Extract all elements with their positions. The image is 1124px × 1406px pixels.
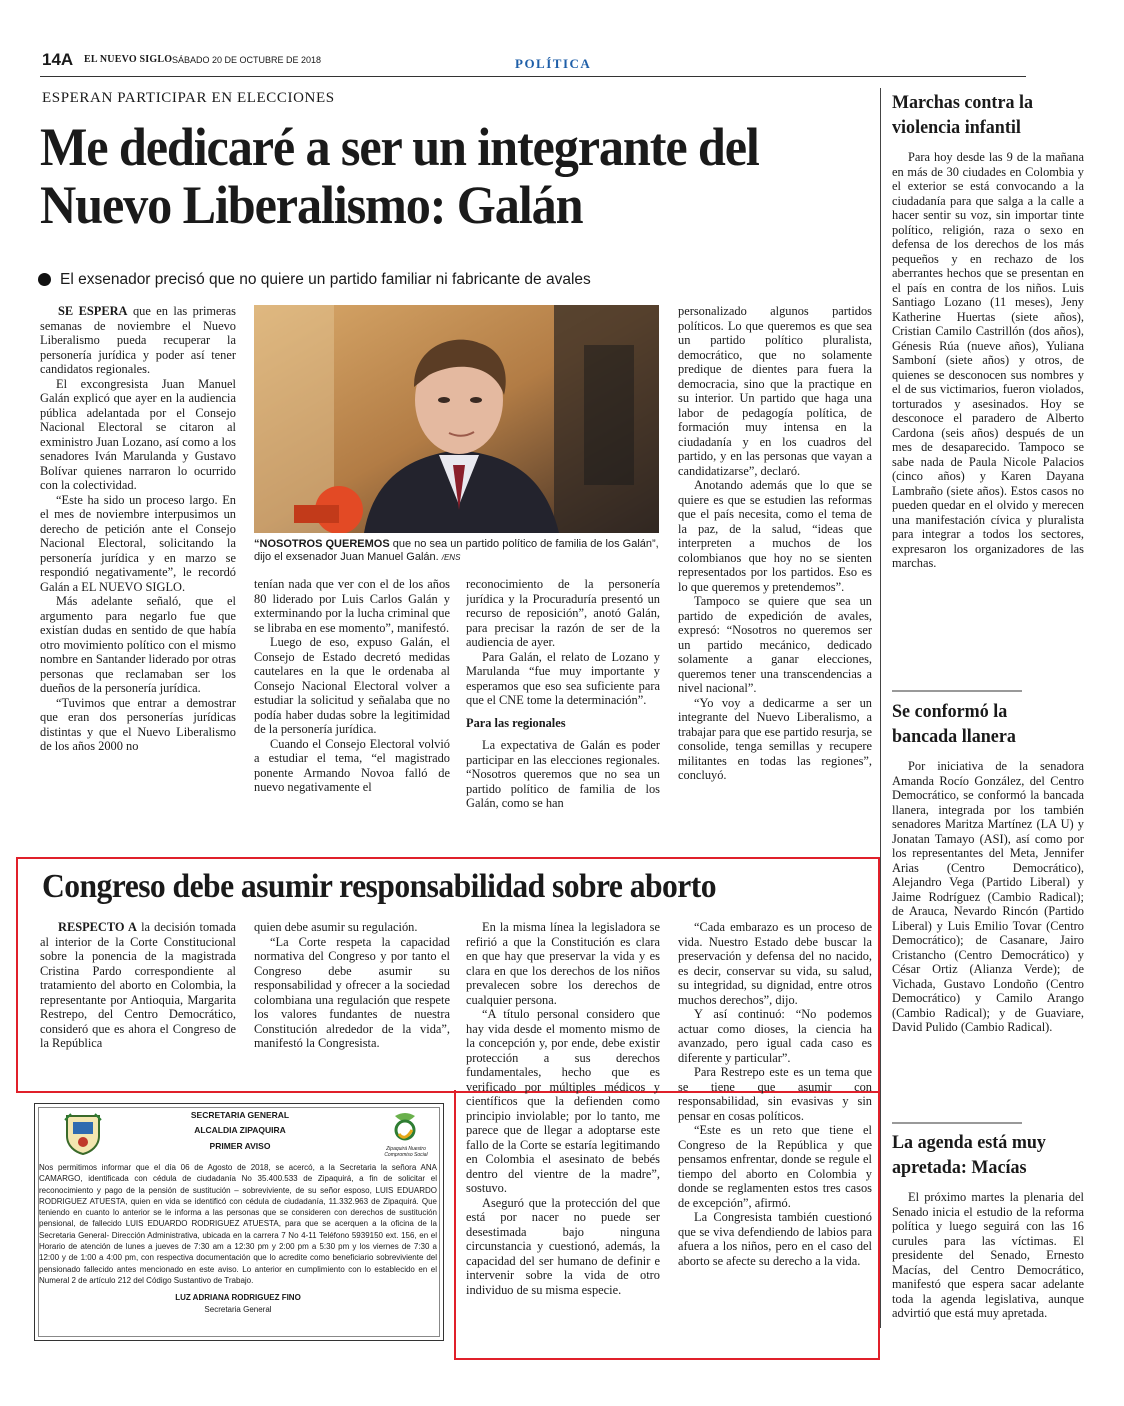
subheading: Para las regionales — [466, 715, 566, 730]
second-article-column-3 — [466, 920, 660, 1352]
sidebar-headline-2: Se conformó la bancada llanera — [892, 701, 1016, 747]
paragraph: tenían nada que ver con el de los años 80 liderado por Luis Carlos Galán y exterminando por la lucha criminal que se libraba en ese momento”, manifestó. — [254, 577, 450, 635]
sidebar-separator — [892, 1122, 1022, 1124]
newspaper-name: EL NUEVO SIGLO — [84, 54, 173, 65]
article-headline: Me dedicaré a ser un integrante del Nuevo Liberalismo: Galán — [40, 117, 759, 235]
sidebar-headline-3: La agenda está muy apretada: Macías — [892, 1132, 1046, 1178]
second-article-headline: Congreso debe asumir responsabilidad sobre aborto — [42, 868, 716, 905]
page-number: 14A — [42, 50, 74, 69]
article-lead-words: SE ESPERA — [58, 304, 128, 318]
article-column-2 — [254, 577, 450, 847]
paragraph: La expectativa de Galán es poder participar en las elecciones regionales. “Nosotros queremos que no sea un partido político de familia de los Galán, como se han — [466, 738, 660, 810]
paragraph: Más adelante señaló, que el argumento para negarlo fue que existían dudas en sentido de que había otro movimiento político con el mismo nombre en Santander liderado por otras personas que reclamaban ser los dueños de la personería jurídica. — [40, 594, 236, 695]
paragraph: “Tuvimos que entrar a demostrar que eran dos personerías jurídicas distintas y que el Nuevo Liberalismo de los años 2000 no — [40, 695, 236, 753]
notice-body: Nos permitimos informar que el día 06 de Agosto de 2018, se acercó, a la Secretaria la señora ANA CAMARGO, identificada con cédula de ciudadanía No 35.400.533 de Zipaquirá, a fin de solicitar el reconocimiento y pago de la pensión de sustitución – sobreviviente, de su señor esposo, LUIS EDUARDO RODRIGUEZ ATUESTA, quien en vida se identificó con cédula de ciudadanía, 11.332.963 de Zipaquirá. Que teniendo en cuanto lo anterior se le informa a las personas que se consideren con derechos de sustitución pensional, de fallecido LUIS EDUARDO RODRIGUEZ ATUESTA, para que se acerquen a la oficina de la Secretaria General- Dirección Administrativa, ubicada en la carrera 7 No 4-11 Teléfono 5939150 ext. 156, en el Horario de atención de lunes a jueves de 7:30 am a 12:30 pm y 2:00 pm a 5:30 pm y los viernes de 7:30 a 12:00 y de 1:00 a 4:00 pm, con respectiva documentación que lo acredite como beneficiario sobreviviente del pensionado fallecido antes mencionado en este aviso. Lo anterior en cumplimiento con lo establecido en el Numeral 2 de artículo 212 del Código Sustantivo de Trabajo. — [39, 1163, 437, 1285]
sidebar-headline-1: Marchas contra la violencia infantil — [892, 92, 1034, 138]
paragraph: Anotando además que lo que se quiere es que se estudien las reformas que el país necesita, como el tema de la paz, de la salud, “ideas que interpreten a muchos de los colombianos que hoy no se sienten representados por los partidos. Eso es lo que queremos y pretendemos”. — [678, 478, 872, 594]
paragraph: “Cada embarazo es un proceso de vida. Nuestro Estado debe buscar la preservación y defensa del no nacido, es decir, conservar su vida, su salud, su integridad, su dignidad, entre otros muchos derechos”, dijo. — [678, 920, 872, 1007]
sidebar-body-1 — [892, 150, 1084, 684]
second-article-column-4 — [678, 920, 872, 1352]
logo-tagline-2: Compromiso Social — [384, 1152, 428, 1158]
article-column-1 — [40, 304, 236, 844]
bullet-icon — [38, 273, 51, 286]
paragraph: Cuando el Consejo Electoral volvió a estudiar el tema, “el magistrado ponente Armando Novoa falló de nuevo negativamente el — [254, 736, 450, 794]
notice-title-3: PRIMER AVISO — [209, 1140, 271, 1151]
paragraph: El excongresista Juan Manuel Galán explicó que ayer en la audiencia pública adelantada por el Consejo Nacional Electoral se citaron al exministro Juan Lozano, así como a los senadores Iván Marulanda y Gustavo Bolívar quienes narraron lo ocurrido con la colectividad. — [40, 376, 236, 492]
paragraph: Tampoco se quiere que sea un partido de expedición de avales, expresó: “Nosotros no queremos ser un partido mecánico, dedicado solamente a ganar elecciones, queremos tener una transcendencias a nivel nacional”. — [678, 594, 872, 695]
second-article-column-2 — [254, 920, 450, 1085]
legal-notice — [34, 1103, 444, 1341]
paragraph: reconocimiento de la personería jurídica y la Procuraduría presentó un recurso de reposición”, anotó Galán, para precisar la razón de ser de la audiencia de ayer. — [466, 577, 660, 649]
paragraph: La Congresista también cuestionó que se viva defendiendo de labios para afuera a los niños, pero en el caso del aborto se afecte su derecho a la vida. — [678, 1210, 872, 1268]
photo-credit: /ENS — [441, 553, 461, 562]
paragraph: Y así continuó: “No podemos actuar como dioses, la ciencia ha avanzado, pero igual cada caso es diferente y particular”. — [678, 1007, 872, 1065]
notice-signer: LUZ ADRIANA RODRIGUEZ FINO — [175, 1293, 301, 1303]
paragraph: El próximo martes la plenaria del Senado inicia el estudio de la reforma política y luego seguirá con las 16 curules para las víctimas. El presidente del Senado, Ernesto Macías, del Centro Democrático, manifestó que espera sacar adelante toda la agenda legislativa, aunque advirtió que está muy apretada. — [892, 1190, 1084, 1320]
paragraph: Para Galán, el relato de Lozano y Marulanda “fue muy importante y esperamos que eso sea suficiente para que el CNE tome la determinación”. — [466, 649, 660, 707]
portrait-illustration — [254, 305, 659, 533]
sidebar-divider — [880, 88, 881, 1328]
notice-signer-title: Secretaria General — [204, 1304, 272, 1314]
notice-title-1: SECRETARIA GENERAL — [190, 1110, 290, 1120]
section-name: POLÍTICA — [515, 56, 592, 71]
sidebar-body-2 — [892, 759, 1084, 1117]
sidebar-separator — [892, 690, 1022, 692]
paragraph: quien debe asumir su regulación. — [254, 920, 418, 934]
article-kicker: ESPERAN PARTICIPAR EN ELECCIONES — [42, 90, 335, 106]
article-photo — [254, 305, 659, 533]
paragraph: “La Corte respeta la capacidad normativa del Congreso y por tanto el Congreso debe asumir su responsabilidad y ofrecer a la sociedad colombiana una regulación que respete los valores fundantes de nuestra Constitución alrededor de la vida”, manifestó la Congresista. — [254, 934, 450, 1050]
article-column-4 — [678, 304, 872, 849]
paragraph: “Yo voy a dedicarme a ser un integrante del Nuevo Liberalismo, a trabajar para que ese partido resurja, se consolide, tenga semillas y recupere militantes en todas las regiones”, concluyó. — [678, 695, 872, 782]
paragraph: Luego de eso, expuso Galán, el Consejo de Estado decretó medidas cautelares en la que le ordenaba al Consejo Nacional Electoral volver a estudiar la solicitud y señalaba que no podía haber dudas sobre la legitimidad de la personería jurídica. — [254, 635, 450, 736]
paragraph: Aseguró que la protección del que está por nacer no puede ser desestimada bajo ninguna circunstancia y cuestionó, además, la capacidad del ser humano de definir e intervenir sobre la vida de otro individuo de su misma especie. — [466, 1195, 660, 1297]
paragraph: que en las primeras semanas de noviembre el Nuevo Liberalismo pueda recuperar la personería jurídica y poder así tener candidatos regionales. — [40, 304, 236, 376]
paragraph: En la misma línea la legisladora se refirió a que la Constitución es clara en que hay que preservar la vida y es clara en que los derechos de los niños prevalecen sobre los derechos de cualquier persona. — [466, 920, 660, 1007]
second-article-column-1 — [40, 920, 236, 1085]
paragraph: “A título personal considero que hay vida desde el momento mismo de la concepción y, por ende, debe existir protección a sus derechos fundamentales, hecho que es verificado por múltiples médicos y científicos que la defienden como principio inviolable; por lo tanto, me parece que de llegar a adoptarse este fallo de la Corte se estaría legitimando en Colombia el asesinato de bebés dentro del vientre de la madre”, sostuvo. — [466, 1007, 660, 1195]
issue-date: SÁBADO 20 DE OCTUBRE DE 2018 — [172, 55, 322, 65]
sidebar-body-3 — [892, 1190, 1084, 1340]
article-lead-words: RESPECTO A — [58, 920, 137, 934]
notice-title-2: ALCALDIA ZIPAQUIRA — [194, 1125, 286, 1136]
paragraph: la decisión tomada al interior de la Corte Constitucional sobre la ponencia de la magistrada Cristina Pardo correspondiente al tratamiento del aborto en Colombia, la representante por Antioquia, Margarita Restrepo, del Centro Democrático, consideró que es ahora el Congreso de la República — [40, 920, 236, 1050]
article-deck: El exsenador precisó que no quiere un partido familiar ni fabricante de avales — [60, 271, 591, 288]
logo-tagline-1: Zipaquirá Nuestro — [386, 1146, 426, 1152]
header-rule — [40, 76, 1026, 77]
paragraph: Por iniciativa de la senadora Amanda Rocío González, del Centro Democrático, se conformó la bancada llanera, integrada por los también senadores Maritza Martínez (LA U) y Jonatan Tamayo (ASI), así como por los representantes del Meta, Jennifer Arias (Centro Democrático), Alejandro Vega (Partido Liberal) y Jaime Rodríguez (Cambio Radical); de Arauca, Nevardo Rincón (Partido Liberal) y Luis Emilio Tovar (Centro Democrático); de Casanare, Jairo Cristancho (Centro Democrático) y César Ortiz (Alianza Verde); de Vichada, Gustavo Londoño (Centro Democrático) y Camilo Arango (Cambio Radical); y de Guaviare, David Pulido (Cambio Radical). — [892, 759, 1084, 1034]
photo-caption — [254, 538, 659, 564]
caption-text: que no sea un partido político de familia de los Galán”, dijo el exsenador Juan Manuel Galán. — [254, 538, 659, 563]
paragraph: Para Restrepo este es un tema que se tiene que asumir con responsabilidad, sin evasivas y sin pensar en cosas políticos. — [678, 1065, 872, 1123]
paragraph: “Este es un reto que tiene el Congreso de la República y que pensamos enfrentar, donde se regule el tiempo del aborto en Colombia y donde se reglamenten estos tres casos de excepción”, afirmó. — [678, 1123, 872, 1210]
article-column-3 — [466, 577, 660, 847]
paragraph: personalizado algunos partidos políticos. Lo que queremos es que sea un partido político pluralista, democrático, que no solamente predique de dientes para fuera la democracia, sino que la practique en su interior. Un partido que haga una labor de pedagogía política, de formación muy intensa en la ciudadanía y en los cuadros del partido, y en las personas que vayan a candidatizarse”, declaró. — [678, 304, 872, 478]
caption-lead: “NOSOTROS QUEREMOS — [254, 538, 390, 550]
paragraph: Para hoy desde las 9 de la mañana en más de 30 ciudades en Colombia y el exterior se está convocando a la ciudadanía para que salga a la calle a hacer sentir su voz, sin importar tinte político, religión, raza o sexo en defensa de los derechos de los más pequeños y en rechazo de los aberrantes hechos que se presentan en el país en contra de los niños. Luis Santiago Lozano (11 meses), Jeny Katherine Huertas (siete años), Cristian Camilo Castrillón (dos años), Génesis Rúa (nueve años), Yuliana Samboní (siete años) y otros, de quienes se desconocen sus nombres y el de sus victimarios, fueron violados, torturados y asesinados. Hoy se desconoce el paradero de Alberto Cardona (seis años) después de un mes de desaparecido. Tampoco se sabe nada de Paula Nicole Palacios (cinco años) y Karen Dayana Lambraño (siete años). Estos casos no pueden quedar en el olvido y merecen una manifestación cívica y pluralista para integrar a todos los sectores, expresaron los organizadores de las marchas. — [892, 150, 1084, 570]
paragraph: “Este ha sido un proceso largo. En el mes de noviembre interpusimos un derecho de petición ante el Consejo Nacional Electoral, solicitando la personería jurídica y en marzo se respondió negativamente”, le recordó Galán a EL NUEVO SIGLO. — [40, 492, 236, 594]
